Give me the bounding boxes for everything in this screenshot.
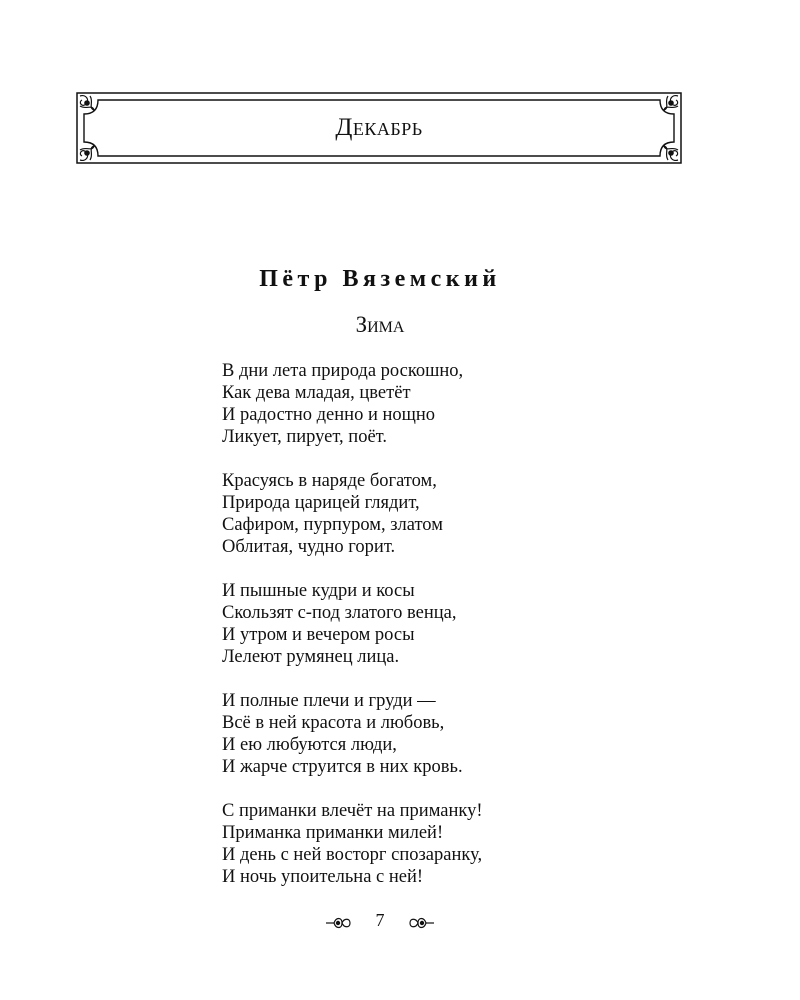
stanza (222, 690, 642, 778)
chapter-header-frame (76, 92, 682, 164)
stanza (222, 470, 642, 558)
poem-line: И ночь упоительна с ней! (222, 867, 424, 887)
poem-title: Зима (355, 312, 405, 337)
poem-line: Скользят с-под златого венца, (222, 603, 457, 623)
stanza (222, 580, 642, 668)
poem-line: Сафиром, пурпуром, златом (222, 515, 443, 535)
poem-line: И жарче струится в них кровь. (222, 757, 463, 777)
stanza (222, 360, 642, 448)
poem-line: И ею любуются люди, (222, 735, 397, 755)
poem-line: Красуясь в наряде богатом, (222, 471, 437, 491)
poem-line: И пышные кудри и косы (222, 581, 415, 601)
poem-line: И день с ней восторг спозаранку, (222, 845, 483, 865)
stanza (222, 800, 642, 888)
poem-body (222, 360, 642, 910)
poem-line: И утром и вечером росы (222, 625, 415, 645)
poem-line: Как дева младая, цветёт (222, 383, 411, 403)
poem-line: С приманки влечёт на приманку! (222, 801, 483, 821)
poem-line: И полные плечи и груди — (222, 691, 436, 711)
poem-line: Облитая, чудно горит. (222, 537, 396, 557)
poem-line: Лелеют румянец лица. (222, 647, 400, 667)
chapter-title: Декабрь (335, 114, 423, 141)
author-name: Пётр Вяземский (259, 266, 501, 292)
page-number: 7 (375, 910, 385, 930)
poem-line: Природа царицей глядит, (222, 493, 420, 513)
poem-line: И радостно денно и нощно (222, 405, 436, 425)
page-footer (322, 908, 438, 938)
poem-line: Приманка приманки милей! (222, 823, 444, 843)
poem-line: Всё в ней красота и любовь, (222, 713, 445, 733)
poem-line: Ликует, пирует, поёт. (222, 427, 387, 447)
fleuron-right-icon (406, 914, 436, 932)
poem-line: В дни лета природа роскошно, (222, 361, 464, 381)
